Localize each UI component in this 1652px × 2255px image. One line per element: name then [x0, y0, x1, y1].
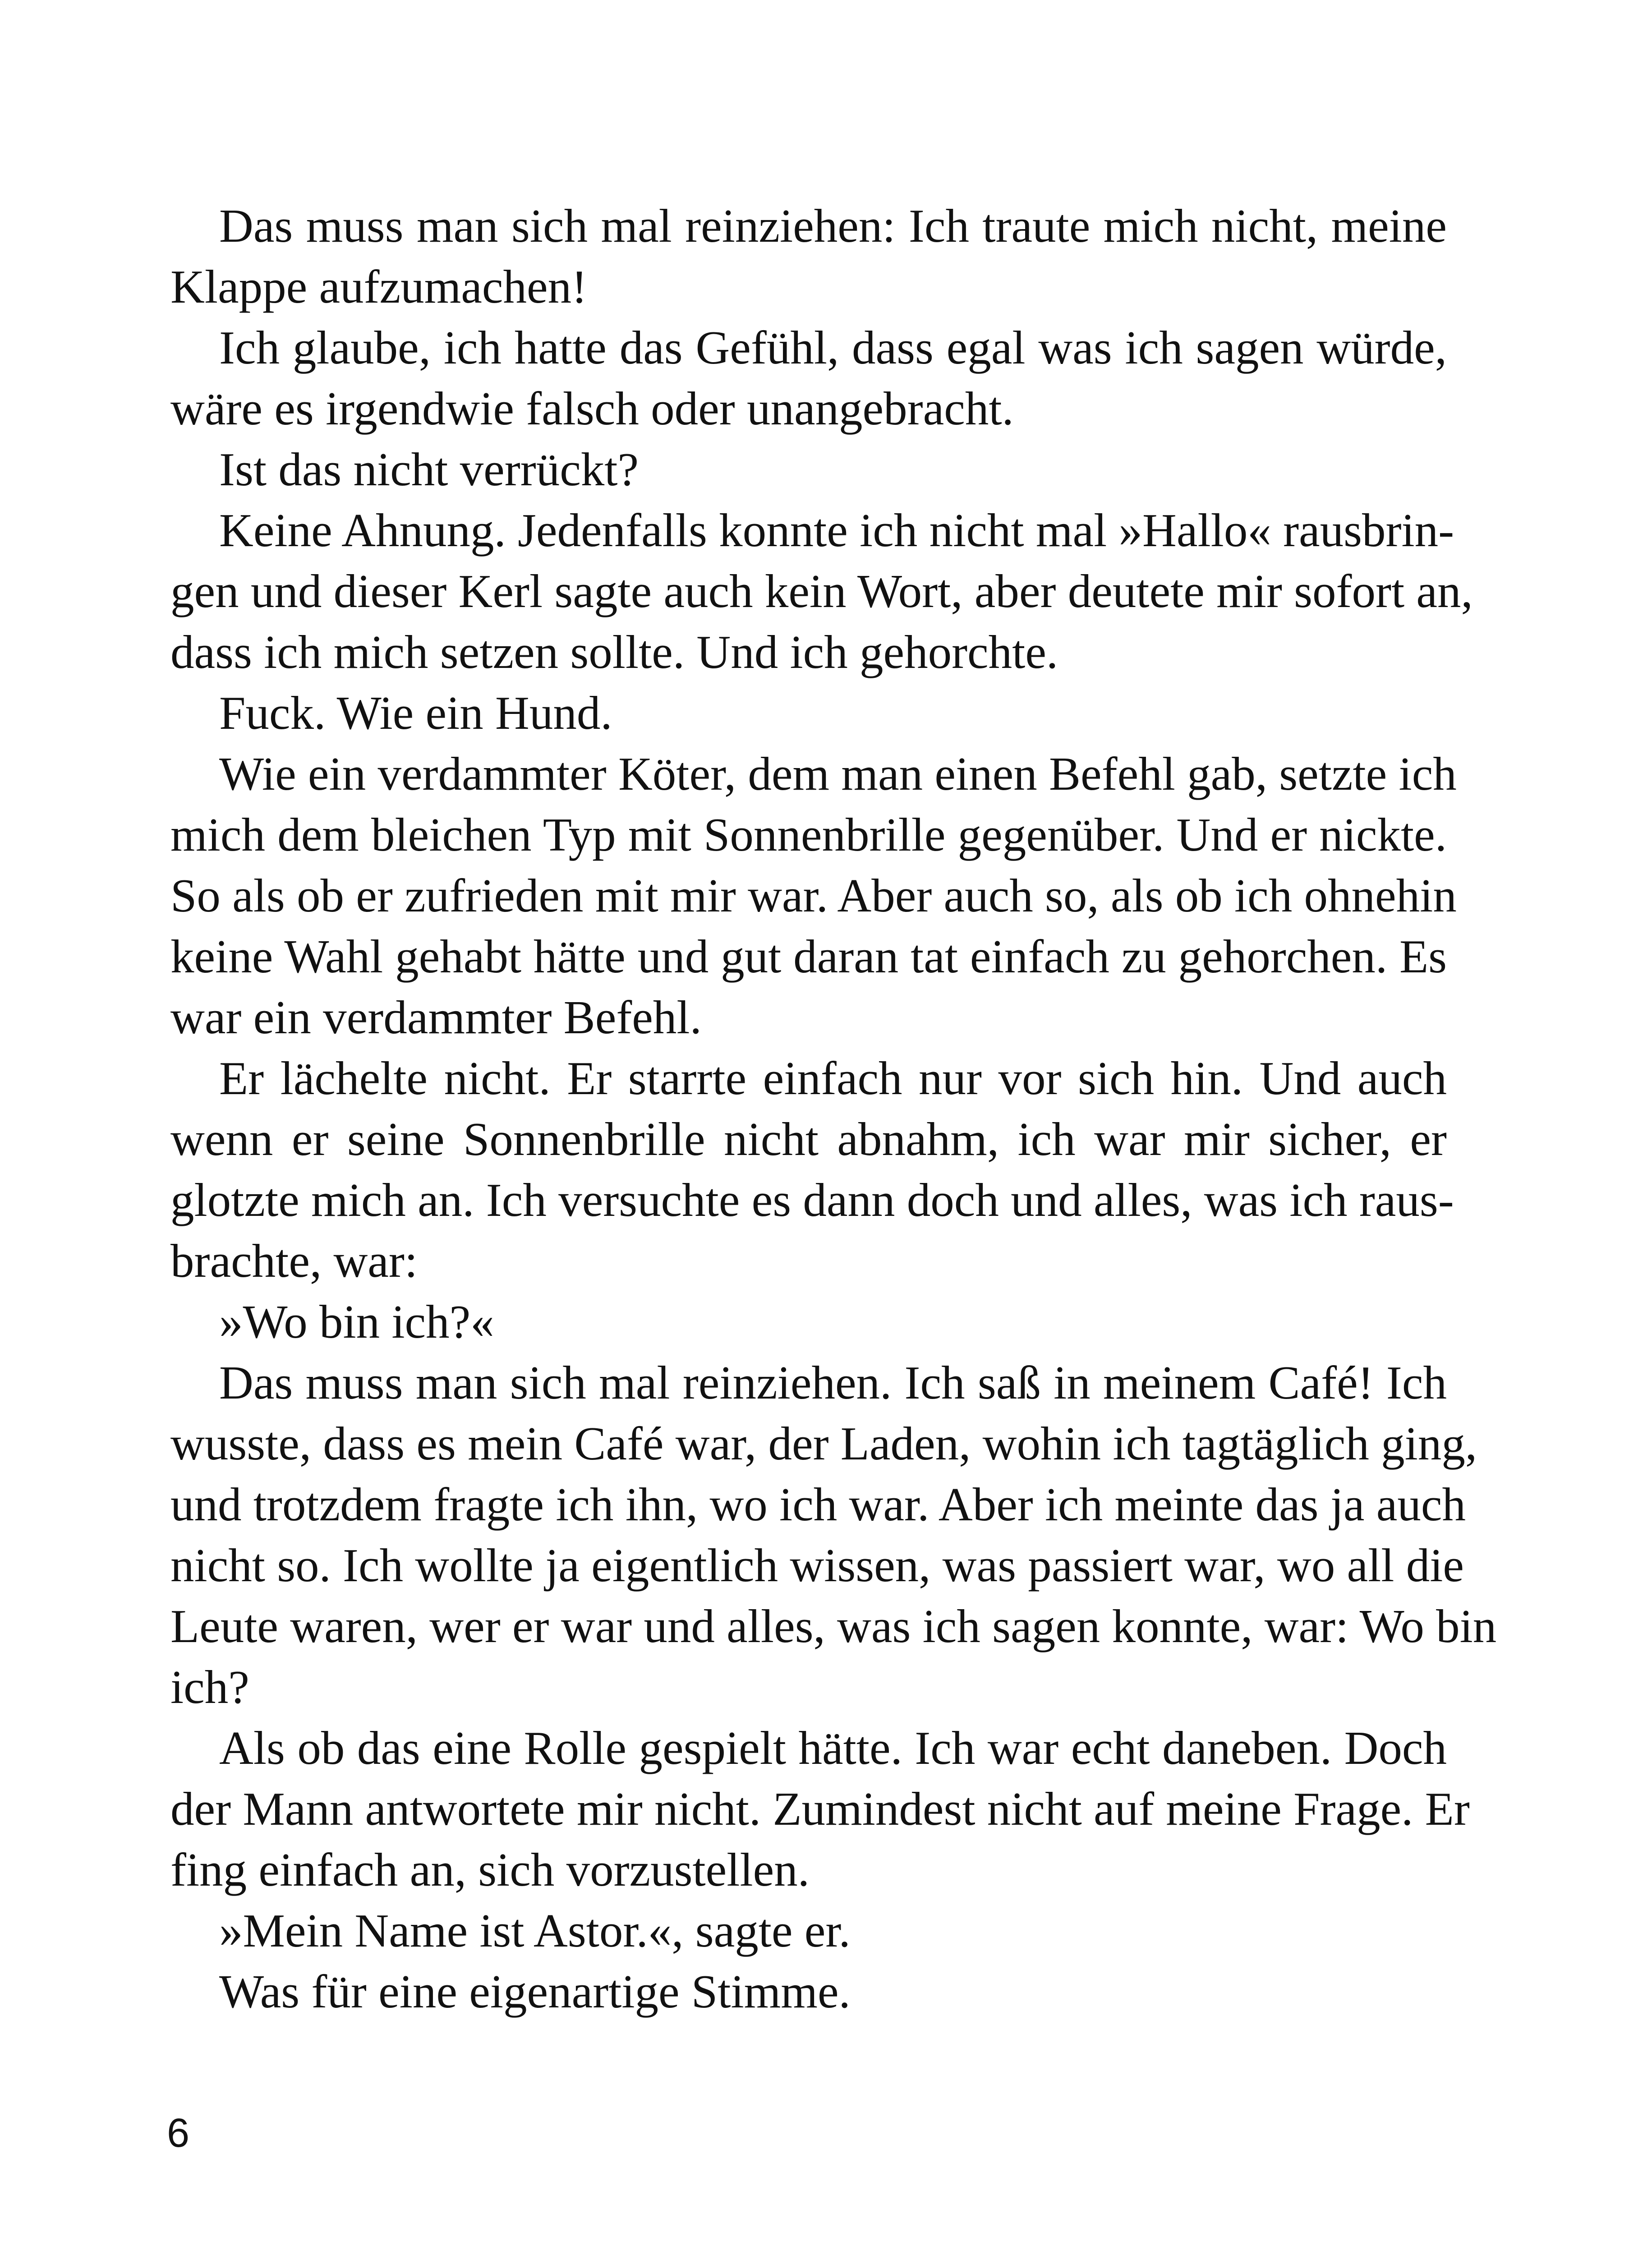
text-line: war ein verdammter Befehl. — [170, 991, 702, 1044]
text-line: Als ob das eine Rolle gespielt hätte. Ich war echt daneben. Doch — [219, 1721, 1447, 1774]
paragraph — [170, 1961, 1447, 2022]
text-line: gen und dieser Kerl sagte auch kein Wort, aber deutete mir sofort an, — [170, 565, 1473, 617]
text-line: keine Wahl gehabt hätte und gut daran tat einfach zu gehorchen. Es — [170, 930, 1447, 983]
text-line: mich dem bleichen Typ mit Sonnenbrille gegenüber. Und er nickte. — [170, 808, 1447, 861]
text-line: Er lächelte nicht. Er starrte einfach nur vor sich hin. Und auch — [219, 1052, 1447, 1104]
text-line: Klappe aufzumachen! — [170, 260, 588, 313]
paragraph — [170, 195, 1447, 317]
paragraph — [170, 317, 1447, 439]
paragraph — [170, 1352, 1497, 1717]
text-line: »Mein Name ist Astor.«, sagte er. — [219, 1904, 851, 1957]
text-line: wenn er seine Sonnenbrille nicht abnahm, ich war mir sicher, er — [170, 1113, 1447, 1165]
text-line: glotzte mich an. Ich versuchte es dann doch und alles, was ich raus- — [170, 1174, 1454, 1226]
text-line: »Wo bin ich?« — [219, 1295, 494, 1348]
text-line: Keine Ahnung. Jedenfalls konnte ich nicht mal »Hallo« rausbrin- — [219, 504, 1454, 557]
body-text — [170, 195, 1497, 2022]
text-line: Das muss man sich mal reinziehen: Ich traute mich nicht, meine — [219, 199, 1447, 252]
paragraph — [170, 1291, 1447, 1352]
paragraph — [170, 500, 1473, 682]
text-line: fing einfach an, sich vorzustellen. — [170, 1843, 810, 1896]
paragraph — [170, 439, 1447, 500]
text-line: Leute waren, wer er war und alles, was ich sagen konnte, war: Wo bin — [170, 1600, 1497, 1652]
paragraph — [170, 682, 1447, 743]
text-line: der Mann antwortete mir nicht. Zumindest nicht auf meine Frage. Er — [170, 1782, 1470, 1835]
text-line: Wie ein verdammter Köter, dem man einen Befehl gab, setzte ich — [219, 747, 1457, 800]
text-line: wäre es irgendwie falsch oder unangebracht. — [170, 382, 1014, 435]
text-line: Was für eine eigenartige Stimme. — [219, 1965, 851, 2018]
text-line: und trotzdem fragte ich ihn, wo ich war. Aber ich meinte das ja auch — [170, 1478, 1466, 1531]
paragraph — [170, 1900, 1447, 1961]
page-number: 6 — [167, 2111, 190, 2156]
text-line: ich? — [170, 1661, 249, 1713]
text-line: brachte, war: — [170, 1234, 418, 1287]
text-line: Ich glaube, ich hatte das Gefühl, dass egal was ich sagen würde, — [219, 321, 1447, 374]
text-line: nicht so. Ich wollte ja eigentlich wissen, was passiert war, wo all die — [170, 1539, 1464, 1592]
text-line: wusste, dass es mein Café war, der Laden, wohin ich tagtäglich ging, — [170, 1417, 1477, 1470]
text-line: So als ob er zufrieden mit mir war. Aber auch so, als ob ich ohnehin — [170, 869, 1457, 922]
text-line: Ist das nicht verrückt? — [219, 443, 639, 496]
paragraph — [170, 1048, 1454, 1291]
text-line: Fuck. Wie ein Hund. — [219, 686, 612, 739]
paragraph — [170, 1717, 1470, 1900]
paragraph — [170, 743, 1457, 1048]
text-line: dass ich mich setzen sollte. Und ich gehorchte. — [170, 626, 1058, 678]
text-line: Das muss man sich mal reinziehen. Ich saß in meinem Café! Ich — [219, 1356, 1447, 1409]
